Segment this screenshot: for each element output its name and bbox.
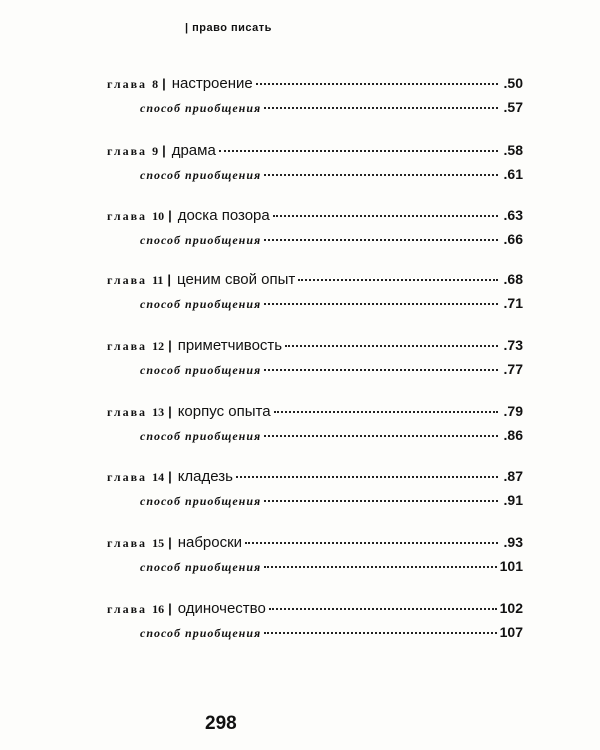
- subsection-label: способ приобщения: [140, 297, 262, 311]
- subsection-label: способ приобщения: [140, 494, 262, 508]
- page-ref: 102: [499, 600, 523, 616]
- separator: |: [168, 338, 172, 353]
- chapter-title: приметчивость: [177, 337, 283, 354]
- chapter-row: [107, 337, 523, 354]
- chapter-title: корпус опыта: [177, 403, 271, 420]
- chapter-title: наброски: [177, 534, 243, 551]
- page-ref: .68: [503, 271, 523, 287]
- chapter-label: глава 15: [107, 536, 165, 550]
- chapter-number: 12: [152, 339, 165, 353]
- separator: |: [168, 208, 172, 223]
- chapter-row: [107, 207, 523, 224]
- subsection-label: способ приобщения: [140, 233, 262, 247]
- page-ref: .86: [503, 427, 523, 443]
- separator: |: [162, 76, 166, 91]
- dot-leader: [245, 542, 498, 544]
- separator: |: [167, 272, 172, 287]
- chapter-title: драма: [171, 142, 216, 159]
- subsection-label: способ приобщения: [140, 168, 262, 182]
- subsection-row: [140, 624, 523, 641]
- chapter-row: [107, 468, 523, 485]
- dot-leader: [264, 566, 496, 568]
- dot-leader: [264, 174, 498, 176]
- chapter-label: глава 16: [107, 602, 165, 616]
- subsection-row: [140, 166, 523, 183]
- separator: |: [162, 143, 166, 158]
- dot-leader: [219, 150, 498, 152]
- page-ref: .91: [503, 492, 523, 508]
- subsection-label: способ приобщения: [140, 560, 262, 574]
- dot-leader: [256, 83, 498, 85]
- chapter-number: 13: [152, 405, 165, 419]
- dot-leader: [269, 608, 497, 610]
- page-ref: .71: [503, 295, 523, 311]
- page-ref: .63: [503, 207, 523, 223]
- chapter-label: глава 9: [107, 144, 159, 158]
- subsection-row: [140, 295, 523, 312]
- subsection-row: [140, 99, 523, 116]
- dot-leader: [264, 303, 498, 305]
- subsection-row: [140, 361, 523, 378]
- dot-leader: [285, 345, 498, 347]
- chapter-row: [107, 403, 523, 420]
- chapter-row: [107, 534, 523, 551]
- chapter-label: глава 14: [107, 470, 165, 484]
- dot-leader: [264, 500, 498, 502]
- page-ref: .61: [503, 166, 523, 182]
- page-ref: .50: [503, 75, 523, 91]
- subsection-label: способ приобщения: [140, 363, 262, 377]
- chapter-number: 15: [152, 536, 165, 550]
- page-ref: 107: [499, 624, 523, 640]
- chapter-label: глава 8: [107, 77, 159, 91]
- subsection-row: [140, 427, 523, 444]
- page-ref: .58: [503, 142, 523, 158]
- page-ref: .77: [503, 361, 523, 377]
- dot-leader: [274, 411, 498, 413]
- chapter-number: 8: [152, 77, 159, 91]
- dot-leader: [236, 476, 498, 478]
- page-ref: .66: [503, 231, 523, 247]
- page-ref: .57: [503, 99, 523, 115]
- page-ref: 101: [499, 558, 523, 574]
- chapter-title: настроение: [171, 75, 253, 92]
- chapter-row: [107, 142, 523, 159]
- chapter-title: одиночество: [177, 600, 266, 617]
- dot-leader: [264, 632, 496, 634]
- page-ref: .87: [503, 468, 523, 484]
- chapter-number: 14: [152, 470, 165, 484]
- chapter-row: [107, 75, 523, 92]
- chapter-label: глава 12: [107, 339, 165, 353]
- subsection-row: [140, 558, 523, 575]
- page-ref: .73: [503, 337, 523, 353]
- dot-leader: [264, 435, 498, 437]
- running-head: | право писать: [185, 22, 272, 34]
- chapter-number: 10: [152, 209, 165, 223]
- dot-leader: [264, 369, 498, 371]
- separator: |: [168, 601, 172, 616]
- chapter-row: [107, 271, 523, 288]
- chapter-title: доска позора: [177, 207, 270, 224]
- page-ref: .79: [503, 403, 523, 419]
- subsection-row: [140, 231, 523, 248]
- chapter-label: глава 10: [107, 209, 165, 223]
- page-ref: .93: [503, 534, 523, 550]
- subsection-row: [140, 492, 523, 509]
- dot-leader: [264, 239, 498, 241]
- page-number: 298: [205, 713, 237, 734]
- chapter-label: глава 11: [107, 273, 164, 287]
- dot-leader: [273, 215, 498, 217]
- dot-leader: [298, 279, 498, 281]
- chapter-title: ценим свой опыт: [177, 271, 296, 288]
- chapter-number: 11: [152, 273, 164, 287]
- separator: |: [168, 404, 172, 419]
- dot-leader: [264, 107, 498, 109]
- chapter-label: глава 13: [107, 405, 165, 419]
- subsection-label: способ приобщения: [140, 626, 262, 640]
- separator: |: [168, 469, 172, 484]
- subsection-label: способ приобщения: [140, 101, 262, 115]
- chapter-number: 9: [152, 144, 159, 158]
- chapter-row: [107, 600, 523, 617]
- chapter-number: 16: [152, 602, 165, 616]
- subsection-label: способ приобщения: [140, 429, 262, 443]
- chapter-title: кладезь: [177, 468, 233, 485]
- separator: |: [168, 535, 172, 550]
